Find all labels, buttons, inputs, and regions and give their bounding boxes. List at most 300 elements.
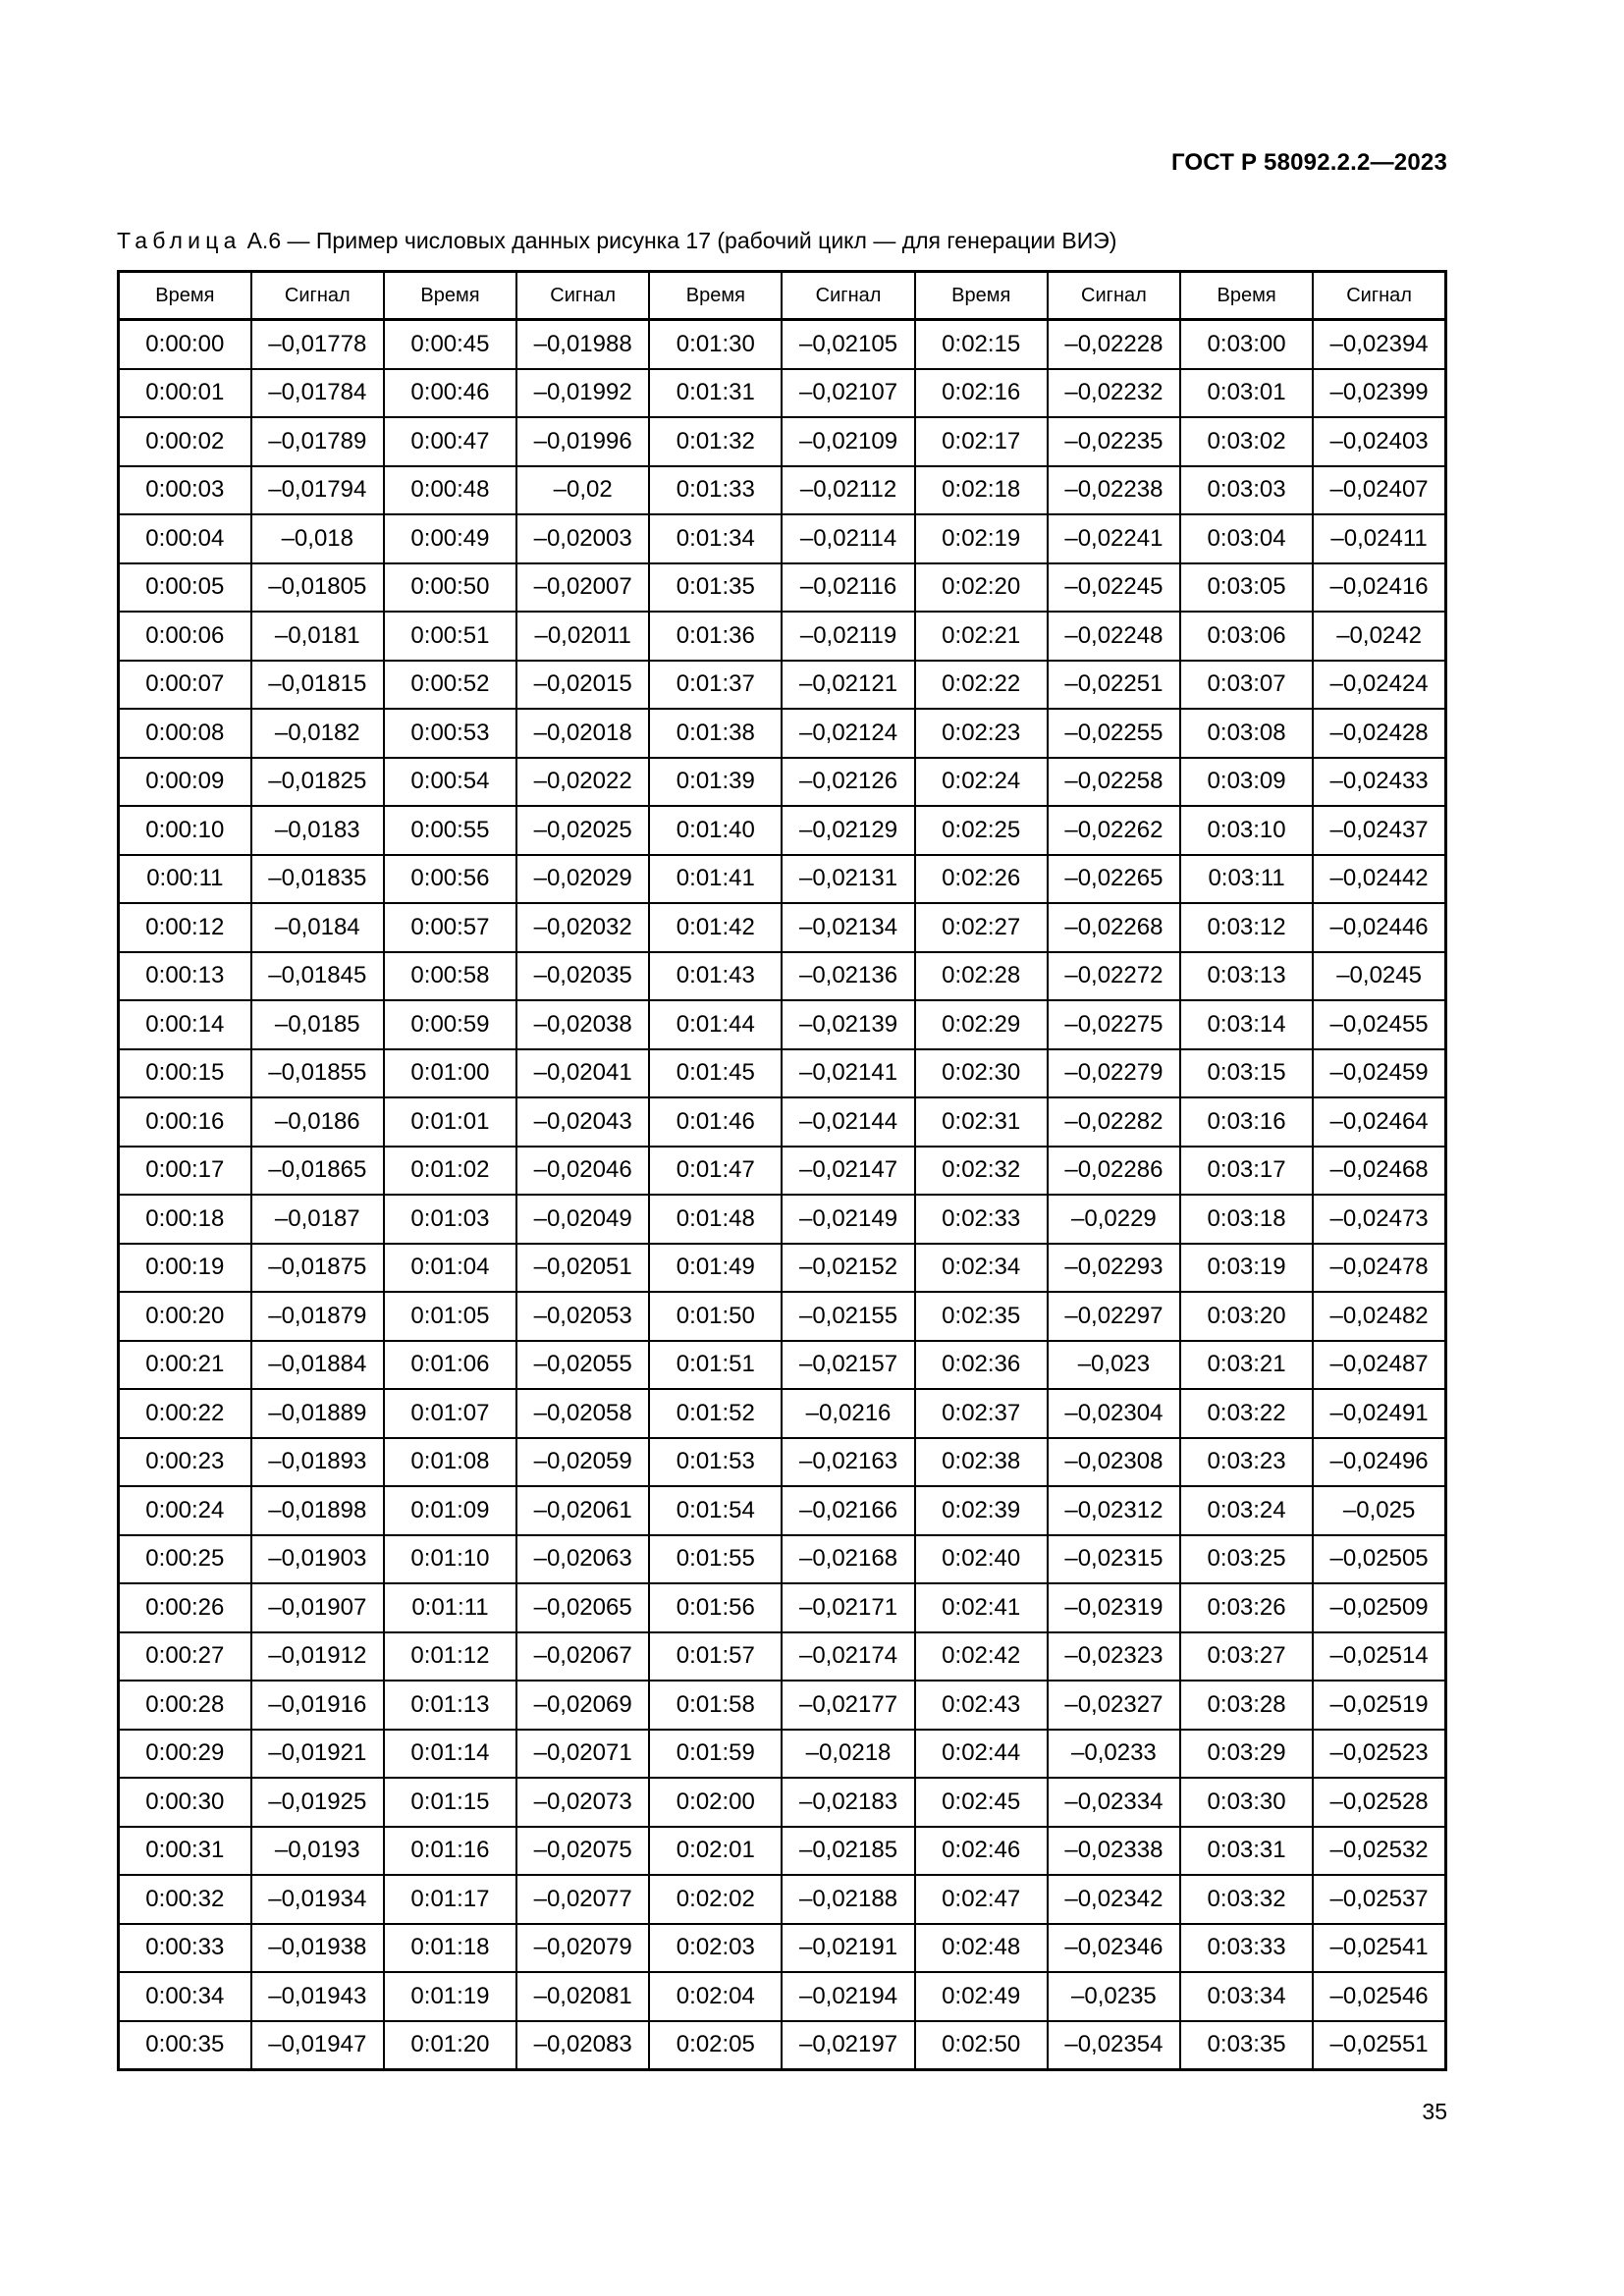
table-cell: 0:02:23 [915, 709, 1048, 758]
table-cell: –0,02003 [516, 514, 649, 563]
table-cell: –0,02403 [1313, 417, 1445, 466]
table-cell: 0:02:16 [915, 369, 1048, 418]
table-cell: –0,02018 [516, 709, 649, 758]
table-cell: –0,02258 [1048, 758, 1180, 807]
table-cell: 0:02:34 [915, 1244, 1048, 1293]
table-cell: –0,02323 [1048, 1632, 1180, 1682]
table-cell: 0:00:11 [119, 855, 251, 904]
table-cell: –0,02139 [782, 1000, 914, 1049]
table-cell: –0,01789 [251, 417, 384, 466]
table-cell: 0:01:02 [384, 1147, 516, 1196]
table-cell: 0:03:18 [1180, 1195, 1313, 1244]
table-cell: –0,01996 [516, 417, 649, 466]
table-cell: –0,02327 [1048, 1681, 1180, 1730]
table-cell: 0:01:58 [649, 1681, 782, 1730]
table-cell: –0,02075 [516, 1827, 649, 1876]
table-cell: –0,02055 [516, 1341, 649, 1390]
table-cell: 0:00:17 [119, 1147, 251, 1196]
table-cell: –0,02468 [1313, 1147, 1445, 1196]
table-cell: 0:03:19 [1180, 1244, 1313, 1293]
table-row [119, 2021, 1446, 2070]
table-cell: 0:02:39 [915, 1486, 1048, 1535]
table-cell: –0,0183 [251, 806, 384, 855]
table-cell: 0:01:59 [649, 1730, 782, 1779]
table-cell: 0:03:17 [1180, 1147, 1313, 1196]
table-cell: 0:00:21 [119, 1341, 251, 1390]
table-cell: –0,0186 [251, 1097, 384, 1147]
table-cell: 0:03:15 [1180, 1049, 1313, 1098]
table-cell: –0,02038 [516, 1000, 649, 1049]
table-cell: –0,02245 [1048, 563, 1180, 613]
table-cell: –0,02455 [1313, 1000, 1445, 1049]
table-cell: –0,01884 [251, 1341, 384, 1390]
table-cell: –0,01845 [251, 952, 384, 1001]
table-cell: 0:00:30 [119, 1778, 251, 1827]
table-cell: 0:03:11 [1180, 855, 1313, 904]
table-cell: 0:00:45 [384, 320, 516, 369]
table-cell: –0,02177 [782, 1681, 914, 1730]
table-cell: 0:00:20 [119, 1292, 251, 1341]
table-cell: –0,02 [516, 466, 649, 515]
table-cell: 0:01:48 [649, 1195, 782, 1244]
table-cell: –0,0229 [1048, 1195, 1180, 1244]
table-cell: 0:01:09 [384, 1486, 516, 1535]
table-cell: 0:01:13 [384, 1681, 516, 1730]
table-cell: 0:00:18 [119, 1195, 251, 1244]
column-header: Сигнал [782, 272, 914, 320]
table-cell: 0:03:25 [1180, 1535, 1313, 1584]
table-cell: –0,02411 [1313, 514, 1445, 563]
table-cell: –0,025 [1313, 1486, 1445, 1535]
table-cell: –0,02304 [1048, 1389, 1180, 1438]
table-cell: –0,0193 [251, 1827, 384, 1876]
table-cell: –0,02265 [1048, 855, 1180, 904]
table-cell: 0:03:23 [1180, 1438, 1313, 1487]
table-row [119, 1535, 1446, 1584]
table-cell: –0,01938 [251, 1924, 384, 1973]
table-cell: 0:00:55 [384, 806, 516, 855]
table-cell: –0,02155 [782, 1292, 914, 1341]
table-cell: 0:03:33 [1180, 1924, 1313, 1973]
table-cell: 0:03:13 [1180, 952, 1313, 1001]
table-cell: 0:03:10 [1180, 806, 1313, 855]
table-cell: –0,0242 [1313, 612, 1445, 661]
table-cell: –0,0233 [1048, 1730, 1180, 1779]
table-cell: –0,02428 [1313, 709, 1445, 758]
table-cell: 0:02:21 [915, 612, 1048, 661]
table-row [119, 1049, 1446, 1098]
table-cell: 0:02:05 [649, 2021, 782, 2070]
table-cell: –0,02272 [1048, 952, 1180, 1001]
table-cell: –0,02149 [782, 1195, 914, 1244]
table-cell: –0,0184 [251, 903, 384, 952]
table-cell: –0,02268 [1048, 903, 1180, 952]
table-row [119, 1730, 1446, 1779]
table-cell: 0:00:22 [119, 1389, 251, 1438]
table-cell: –0,01889 [251, 1389, 384, 1438]
table-cell: 0:01:42 [649, 903, 782, 952]
table-cell: 0:02:00 [649, 1778, 782, 1827]
table-cell: 0:02:20 [915, 563, 1048, 613]
table-cell: 0:02:02 [649, 1875, 782, 1924]
table-row [119, 320, 1446, 369]
table-cell: –0,02152 [782, 1244, 914, 1293]
table-cell: 0:03:07 [1180, 661, 1313, 710]
table-cell: 0:02:42 [915, 1632, 1048, 1682]
table-cell: –0,02251 [1048, 661, 1180, 710]
table-cell: 0:00:35 [119, 2021, 251, 2070]
table-cell: 0:02:25 [915, 806, 1048, 855]
table-cell: 0:02:35 [915, 1292, 1048, 1341]
table-cell: 0:03:30 [1180, 1778, 1313, 1827]
table-cell: 0:00:04 [119, 514, 251, 563]
table-cell: –0,02035 [516, 952, 649, 1001]
table-cell: –0,02342 [1048, 1875, 1180, 1924]
table-cell: 0:03:29 [1180, 1730, 1313, 1779]
table-cell: –0,02112 [782, 466, 914, 515]
table-header-row [119, 272, 1446, 320]
table-cell: 0:03:01 [1180, 369, 1313, 418]
table-cell: 0:00:46 [384, 369, 516, 418]
table-cell: –0,02433 [1313, 758, 1445, 807]
table-row [119, 1292, 1446, 1341]
table-cell: 0:01:05 [384, 1292, 516, 1341]
table-cell: 0:00:13 [119, 952, 251, 1001]
table-cell: –0,01794 [251, 466, 384, 515]
table-cell: –0,02442 [1313, 855, 1445, 904]
table-cell: –0,01835 [251, 855, 384, 904]
table-cell: –0,02248 [1048, 612, 1180, 661]
table-cell: –0,02073 [516, 1778, 649, 1827]
table-row [119, 709, 1446, 758]
table-cell: 0:01:15 [384, 1778, 516, 1827]
table-cell: 0:02:24 [915, 758, 1048, 807]
table-cell: –0,0218 [782, 1730, 914, 1779]
table-row [119, 417, 1446, 466]
table-cell: –0,02315 [1048, 1535, 1180, 1584]
table-cell: –0,01921 [251, 1730, 384, 1779]
table-cell: 0:00:29 [119, 1730, 251, 1779]
table-cell: 0:00:34 [119, 1972, 251, 2021]
table-cell: –0,02188 [782, 1875, 914, 1924]
table-cell: –0,02191 [782, 1924, 914, 1973]
table-cell: 0:00:07 [119, 661, 251, 710]
table-cell: 0:01:53 [649, 1438, 782, 1487]
table-cell: –0,02541 [1313, 1924, 1445, 1973]
table-row [119, 1389, 1446, 1438]
table-cell: 0:02:33 [915, 1195, 1048, 1244]
table-cell: 0:03:34 [1180, 1972, 1313, 2021]
table-cell: –0,01916 [251, 1681, 384, 1730]
table-cell: –0,02051 [516, 1244, 649, 1293]
page-number: 35 [1422, 2099, 1447, 2124]
table-cell: –0,0182 [251, 709, 384, 758]
table-cell: 0:03:16 [1180, 1097, 1313, 1147]
table-cell: 0:02:29 [915, 1000, 1048, 1049]
table-cell: –0,023 [1048, 1341, 1180, 1390]
table-row [119, 1583, 1446, 1632]
table-cell: 0:01:34 [649, 514, 782, 563]
table-cell: 0:01:41 [649, 855, 782, 904]
table-cell: 0:03:21 [1180, 1341, 1313, 1390]
table-cell: –0,02007 [516, 563, 649, 613]
table-cell: –0,01947 [251, 2021, 384, 2070]
table-cell: 0:01:38 [649, 709, 782, 758]
table-cell: –0,02136 [782, 952, 914, 1001]
table-cell: –0,02407 [1313, 466, 1445, 515]
table-cell: 0:03:35 [1180, 2021, 1313, 2070]
table-cell: –0,02185 [782, 1827, 914, 1876]
table-cell: 0:01:43 [649, 952, 782, 1001]
table-row [119, 661, 1446, 710]
table-cell: 0:03:00 [1180, 320, 1313, 369]
table-cell: 0:01:01 [384, 1097, 516, 1147]
table-cell: 0:00:10 [119, 806, 251, 855]
table-cell: –0,02077 [516, 1875, 649, 1924]
table-cell: –0,02487 [1313, 1341, 1445, 1390]
table-cell: –0,018 [251, 514, 384, 563]
column-header: Время [384, 272, 516, 320]
table-cell: 0:03:05 [1180, 563, 1313, 613]
table-cell: 0:03:09 [1180, 758, 1313, 807]
table-row [119, 1827, 1446, 1876]
table-cell: –0,02025 [516, 806, 649, 855]
table-cell: –0,02168 [782, 1535, 914, 1584]
table-cell: –0,01988 [516, 320, 649, 369]
table-cell: 0:01:49 [649, 1244, 782, 1293]
table-row [119, 1438, 1446, 1487]
table-row [119, 1097, 1446, 1147]
table-cell: –0,02238 [1048, 466, 1180, 515]
table-cell: 0:02:17 [915, 417, 1048, 466]
table-cell: –0,02416 [1313, 563, 1445, 613]
table-cell: –0,01943 [251, 1972, 384, 2021]
table-cell: –0,02197 [782, 2021, 914, 2070]
column-header: Время [1180, 272, 1313, 320]
table-cell: –0,02174 [782, 1632, 914, 1682]
table-cell: 0:01:30 [649, 320, 782, 369]
table-cell: 0:01:18 [384, 1924, 516, 1973]
table-cell: –0,02275 [1048, 1000, 1180, 1049]
table-cell: –0,01992 [516, 369, 649, 418]
table-cell: 0:02:32 [915, 1147, 1048, 1196]
table-cell: 0:00:32 [119, 1875, 251, 1924]
table-cell: 0:02:15 [915, 320, 1048, 369]
table-cell: 0:00:56 [384, 855, 516, 904]
table-cell: –0,02061 [516, 1486, 649, 1535]
document-code: ГОСТ Р 58092.2.2—2023 [1170, 149, 1447, 176]
table-cell: –0,02496 [1313, 1438, 1445, 1487]
table-cell: 0:00:52 [384, 661, 516, 710]
table-row [119, 1778, 1446, 1827]
table-cell: –0,02124 [782, 709, 914, 758]
table-row [119, 1195, 1446, 1244]
table-row [119, 1972, 1446, 2021]
table-cell: –0,02459 [1313, 1049, 1445, 1098]
table-cell: –0,01879 [251, 1292, 384, 1341]
table-cell: 0:01:45 [649, 1049, 782, 1098]
table-cell: 0:02:49 [915, 1972, 1048, 2021]
table-row [119, 612, 1446, 661]
table-cell: 0:03:06 [1180, 612, 1313, 661]
column-header: Сигнал [516, 272, 649, 320]
table-cell: 0:00:28 [119, 1681, 251, 1730]
table-row [119, 903, 1446, 952]
table-cell: 0:03:22 [1180, 1389, 1313, 1438]
table-cell: 0:00:31 [119, 1827, 251, 1876]
table-cell: 0:03:08 [1180, 709, 1313, 758]
table-cell: –0,01912 [251, 1632, 384, 1682]
table-cell: –0,02532 [1313, 1827, 1445, 1876]
table-cell: –0,02537 [1313, 1875, 1445, 1924]
table-cell: 0:01:46 [649, 1097, 782, 1147]
table-cell: 0:00:51 [384, 612, 516, 661]
table-cell: 0:01:16 [384, 1827, 516, 1876]
table-cell: 0:01:57 [649, 1632, 782, 1682]
table-cell: –0,01865 [251, 1147, 384, 1196]
table-cell: –0,01805 [251, 563, 384, 613]
table-cell: 0:03:24 [1180, 1486, 1313, 1535]
column-header: Время [915, 272, 1048, 320]
table-cell: 0:00:00 [119, 320, 251, 369]
table-cell: –0,02022 [516, 758, 649, 807]
table-cell: –0,02081 [516, 1972, 649, 2021]
table-row [119, 1632, 1446, 1682]
table-cell: –0,02262 [1048, 806, 1180, 855]
table-cell: –0,02297 [1048, 1292, 1180, 1341]
table-cell: –0,02232 [1048, 369, 1180, 418]
table-cell: –0,0185 [251, 1000, 384, 1049]
table-cell: –0,02043 [516, 1097, 649, 1147]
table-cell: 0:02:47 [915, 1875, 1048, 1924]
table-row [119, 1486, 1446, 1535]
table-cell: 0:01:07 [384, 1389, 516, 1438]
table-cell: –0,02058 [516, 1389, 649, 1438]
table-cell: –0,02119 [782, 612, 914, 661]
table-cell: 0:01:44 [649, 1000, 782, 1049]
table-row [119, 1147, 1446, 1196]
table-cell: 0:03:12 [1180, 903, 1313, 952]
table-cell: 0:00:47 [384, 417, 516, 466]
table-cell: 0:02:38 [915, 1438, 1048, 1487]
table-cell: 0:01:51 [649, 1341, 782, 1390]
table-cell: 0:02:45 [915, 1778, 1048, 1827]
table-cell: –0,01778 [251, 320, 384, 369]
table-cell: –0,02157 [782, 1341, 914, 1390]
table-cell: –0,01893 [251, 1438, 384, 1487]
table-cell: –0,02107 [782, 369, 914, 418]
table-cell: 0:00:02 [119, 417, 251, 466]
table-cell: –0,02464 [1313, 1097, 1445, 1147]
table-cell: –0,02134 [782, 903, 914, 952]
table-cell: –0,02069 [516, 1681, 649, 1730]
table-cell: –0,0235 [1048, 1972, 1180, 2021]
table-cell: 0:03:02 [1180, 417, 1313, 466]
table-cell: 0:01:06 [384, 1341, 516, 1390]
table-cell: 0:00:09 [119, 758, 251, 807]
table-cell: 0:01:50 [649, 1292, 782, 1341]
table-cell: –0,02334 [1048, 1778, 1180, 1827]
table-cell: –0,02482 [1313, 1292, 1445, 1341]
table-cell: –0,02114 [782, 514, 914, 563]
table-cell: –0,02171 [782, 1583, 914, 1632]
column-header: Время [119, 272, 251, 320]
table-cell: 0:02:19 [915, 514, 1048, 563]
table-cell: –0,02079 [516, 1924, 649, 1973]
table-cell: –0,0187 [251, 1195, 384, 1244]
table-row [119, 952, 1446, 1001]
table-cell: –0,02166 [782, 1486, 914, 1535]
table-cell: –0,02183 [782, 1778, 914, 1827]
table-row [119, 563, 1446, 613]
table-cell: 0:00:26 [119, 1583, 251, 1632]
table-cell: –0,02109 [782, 417, 914, 466]
table-cell: 0:00:59 [384, 1000, 516, 1049]
table-cell: –0,02279 [1048, 1049, 1180, 1098]
table-cell: –0,02235 [1048, 417, 1180, 466]
table-cell: 0:03:26 [1180, 1583, 1313, 1632]
table-body [119, 320, 1446, 2070]
table-cell: –0,02319 [1048, 1583, 1180, 1632]
table-cell: 0:00:24 [119, 1486, 251, 1535]
table-cell: –0,02293 [1048, 1244, 1180, 1293]
table-cell: 0:02:30 [915, 1049, 1048, 1098]
table-cell: 0:00:54 [384, 758, 516, 807]
table-cell: –0,02312 [1048, 1486, 1180, 1535]
table-cell: –0,02053 [516, 1292, 649, 1341]
table-cell: –0,02255 [1048, 709, 1180, 758]
data-table [117, 270, 1447, 2071]
table-cell: 0:02:44 [915, 1730, 1048, 1779]
table-cell: –0,0181 [251, 612, 384, 661]
table-cell: –0,02241 [1048, 514, 1180, 563]
table-cell: –0,02505 [1313, 1535, 1445, 1584]
table-row [119, 369, 1446, 418]
table-cell: –0,02147 [782, 1147, 914, 1196]
column-header: Сигнал [251, 272, 384, 320]
table-cell: –0,02437 [1313, 806, 1445, 855]
table-cell: –0,01875 [251, 1244, 384, 1293]
table-caption [117, 228, 1116, 254]
table-cell: –0,02194 [782, 1972, 914, 2021]
table-row [119, 1341, 1446, 1390]
table-cell: 0:02:50 [915, 2021, 1048, 2070]
table-cell: –0,0216 [782, 1389, 914, 1438]
table-cell: –0,02144 [782, 1097, 914, 1147]
table-cell: –0,01934 [251, 1875, 384, 1924]
table-cell: –0,02399 [1313, 369, 1445, 418]
table-cell: 0:01:37 [649, 661, 782, 710]
table-cell: 0:01:00 [384, 1049, 516, 1098]
table-cell: 0:01:47 [649, 1147, 782, 1196]
table-cell: 0:02:46 [915, 1827, 1048, 1876]
table-cell: 0:00:57 [384, 903, 516, 952]
table-cell: 0:02:04 [649, 1972, 782, 2021]
table-cell: 0:01:55 [649, 1535, 782, 1584]
table-cell: 0:02:36 [915, 1341, 1048, 1390]
table-cell: 0:01:54 [649, 1486, 782, 1535]
table-row [119, 855, 1446, 904]
table-cell: –0,02519 [1313, 1681, 1445, 1730]
table-row [119, 1875, 1446, 1924]
table-cell: 0:00:08 [119, 709, 251, 758]
table-cell: –0,02065 [516, 1583, 649, 1632]
table-cell: 0:03:04 [1180, 514, 1313, 563]
table-cell: –0,01903 [251, 1535, 384, 1584]
table-cell: –0,02032 [516, 903, 649, 952]
table-cell: 0:02:22 [915, 661, 1048, 710]
table-cell: –0,01855 [251, 1049, 384, 1098]
